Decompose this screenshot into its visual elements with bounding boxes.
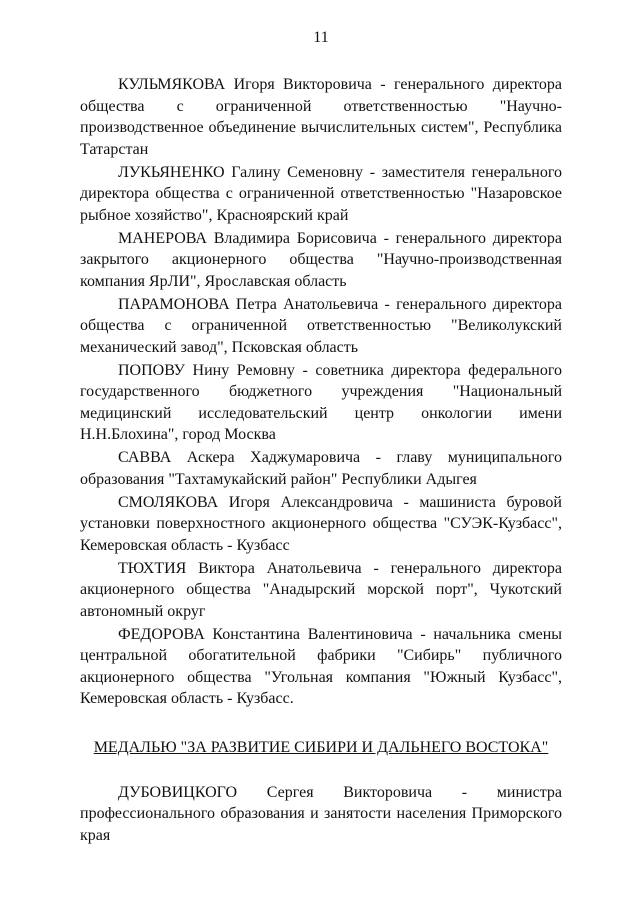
award-entry: ТЮХТИЯ Виктора Анатольевича - генерального директора акционерного общества "Анадырский морской порт", Чукотский автономный округ: [80, 559, 562, 620]
award-entry: ФЕДОРОВА Константина Валентиновича - начальника смены центральной обогатительной фабрики "Сибирь" публичного акционерного общества "Угольная компания "Южный Кузбасс", Кемеровская область - Кузбасс.: [80, 625, 562, 707]
medal-section-heading: МЕДАЛЬЮ "ЗА РАЗВИТИЕ СИБИРИ И ДАЛЬНЕГО ВОСТОКА": [93, 738, 549, 756]
award-list-before: [80, 74, 562, 710]
award-entry: МАНЕРОВА Владимира Борисовича - генерального директора закрытого акционерного общества "Научно-производственная компания ЯрЛИ", Ярославская область: [80, 229, 562, 290]
award-entry: ЛУКЬЯНЕНКО Галину Семеновну - заместителя генерального директора общества с ограниченной ответственностью "Назаровское рыбное хозяйство", Красноярский край: [80, 163, 562, 224]
award-entry: САВВА Аскера Хаджумаровича - главу муниципального образования "Тахтамукайский район" Республики Адыгея: [80, 449, 562, 488]
award-entry: ДУБОВИЦКОГО Сергея Викторовича - министра профессионального образования и занятости населения Приморского края: [80, 783, 562, 844]
award-entry: ПОПОВУ Нину Ремовну - советника директора федерального государственного бюджетного учреждения "Национальный медицинский исследовательский центр онкологии имени Н.Н.Блохина", город Москва: [80, 361, 562, 443]
award-list-after: [80, 782, 562, 847]
page-number: 11: [313, 29, 329, 46]
award-entry: КУЛЬМЯКОВА Игоря Викторовича - генерального директора общества с ограниченной ответственностью "Научно-производственное объединение вычислительных систем", Республика Татарстан: [80, 76, 562, 158]
award-entry: ПАРАМОНОВА Петра Анатольевича - генерального директора общества с ограниченной ответственностью "Великолукский механический завод", Псковская область: [80, 295, 562, 356]
award-entry: СМОЛЯКОВА Игоря Александровича - машиниста буровой установки поверхностного акционерного общества "СУЭК-Кузбасс", Кемеровская область - Кузбасс: [80, 493, 562, 554]
